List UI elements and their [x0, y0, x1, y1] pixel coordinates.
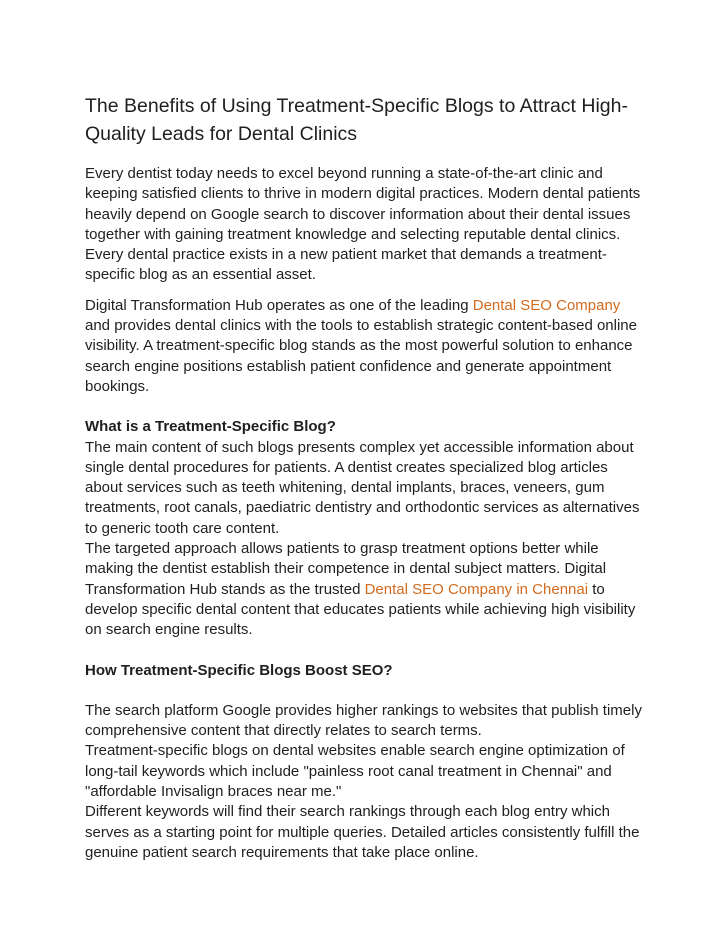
intro-paragraph: Every dentist today needs to excel beyond running a state-of-the-art clinic and keeping satisfied clients to thrive in modern digital practices. Modern dental patients heavily depend on Google search to discover information about their dental issues together with gaining treatment knowledge and selecting reputable dental clinics. Every dental practice exists in a new patient market that demands a treatment-specific blog as an essential asset. [85, 165, 641, 284]
dental-seo-company-link[interactable]: Dental SEO Company [472, 296, 621, 314]
section-boost-seo-body-1: The search platform Google provides higher rankings to websites that publish timely comprehensive content that directly relates to search terms. [85, 701, 642, 740]
dental-seo-company-chennai-link[interactable]: Dental SEO Company in Chennai [364, 580, 589, 598]
section-boost-seo-body-3: Different keywords will find their search rankings through each blog entry which serves as a starting point for multiple queries. Detailed articles consistently fulfill the genuine patient search requirements that take place online. [85, 803, 640, 861]
section-boost-seo-body-2: Treatment-specific blogs on dental websites enable search engine optimization of long-tail keywords which include "painless root canal treatment in Chennai" and "affordable Invisalign braces near me." [85, 742, 625, 801]
section-heading-what-is: What is a Treatment-Specific Blog? [85, 418, 336, 436]
section-what-is-body-2 [85, 539, 645, 640]
company-paragraph-rest: and provides dental clinics with the tools to establish strategic content-based online visibility. A treatment-specific blog stands as the most powerful solution to enhance search engine positions establish patient confidence and generate appointment bookings. [85, 317, 637, 395]
section-what-is-body-2-rest: to develop specific dental content that educates patients while achieving high visibility on search engine results. [85, 580, 636, 639]
spacer [85, 681, 645, 701]
section-what-is-body: The main content of such blogs presents complex yet accessible information about single dental procedures for patients. A dentist creates specialized blog articles about services such as teeth whitening, dental implants, braces, veneers, gum treatments, root canals, paediatric dentistry and orthodontic services as alternatives to generic tooth care content. [85, 438, 640, 537]
page-title: The Benefits of Using Treatment-Specific Blogs to Attract High-Quality Leads for Dental Clinics [85, 95, 628, 145]
company-paragraph [85, 296, 645, 397]
spacer [85, 286, 645, 296]
company-paragraph-lead: Digital Transformation Hub operates as one of the leading [85, 296, 473, 314]
section-heading-boost-seo: How Treatment-Specific Blogs Boost SEO? [85, 661, 393, 679]
document-page [85, 92, 645, 863]
section-what-is-body-2-lead: The targeted approach allows patients to grasp treatment options better while making the dentist establish their competence in dental subject matters. Digital Transformation Hub stands as the trusted [85, 540, 607, 598]
spacer [85, 641, 645, 661]
spacer [85, 397, 645, 417]
